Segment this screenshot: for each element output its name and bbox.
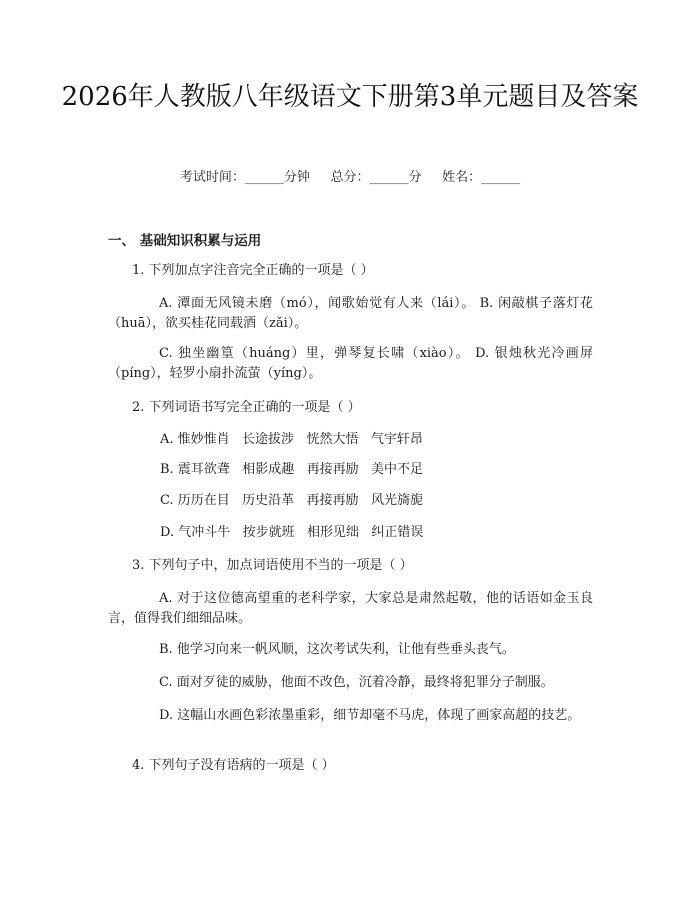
question-1-options-ab: A. 潭面无风镜未磨（mó），闻歌始觉有人来（lái）。 B. 闲敲棋子落灯花（huā），欲买桂花同载酒（zǎi）。	[108, 296, 593, 331]
exam-meta-line: 考试时间：______分钟 总分：______分 姓名：______	[179, 170, 521, 185]
question-3-stem: 3. 下列句子中，加点词语使用不当的一项是（ ）	[132, 558, 413, 573]
question-3-option-b: B. 他学习向来一帆风顺，这次考试失利，让他有些垂头丧气。	[159, 642, 515, 657]
question-3-option-a: A. 对于这位德高望重的老科学家，大家总是肃然起敬，他的话语如金玉良言，值得我们细细品味。	[108, 591, 593, 626]
question-4-stem: 4. 下列句子没有语病的一项是（ ）	[132, 758, 335, 773]
question-3-option-d: D. 这幅山水画色彩浓墨重彩，细节却毫不马虎，体现了画家高超的技艺。	[159, 708, 581, 723]
question-2-stem: 2. 下列词语书写完全正确的一项是（ ）	[132, 400, 361, 415]
page-title: 2026年人教版八年级语文下册第3单元题目及答案	[61, 82, 639, 112]
question-2-option-d: D. 气冲斗牛 按步就班 相形见绌 纠正错误	[160, 525, 424, 540]
question-2-option-c: C. 历历在目 历史沿革 再接再励 风光旖旎	[160, 493, 423, 508]
question-1-options-cd: C. 独坐幽篁（huáng）里，弹琴复长啸（xiào）。 D. 银烛秋光冷画屏（píng），轻罗小扇扑流萤（yíng）。	[108, 346, 593, 381]
question-2-option-a: A. 惟妙惟肖 长途拔涉 恍然大悟 气宇轩昂	[160, 432, 423, 447]
question-3-option-c: C. 面对歹徒的威胁，他面不改色，沉着冷静，最终将犯罪分子制服。	[159, 675, 554, 690]
question-1-stem: 1. 下列加点字注音完全正确的一项是（ ）	[132, 263, 374, 278]
question-2-option-b: B. 震耳欲聋 相影成趣 再接再励 美中不足	[160, 462, 424, 477]
section-heading: 一、 基础知识积累与运用	[108, 233, 262, 249]
